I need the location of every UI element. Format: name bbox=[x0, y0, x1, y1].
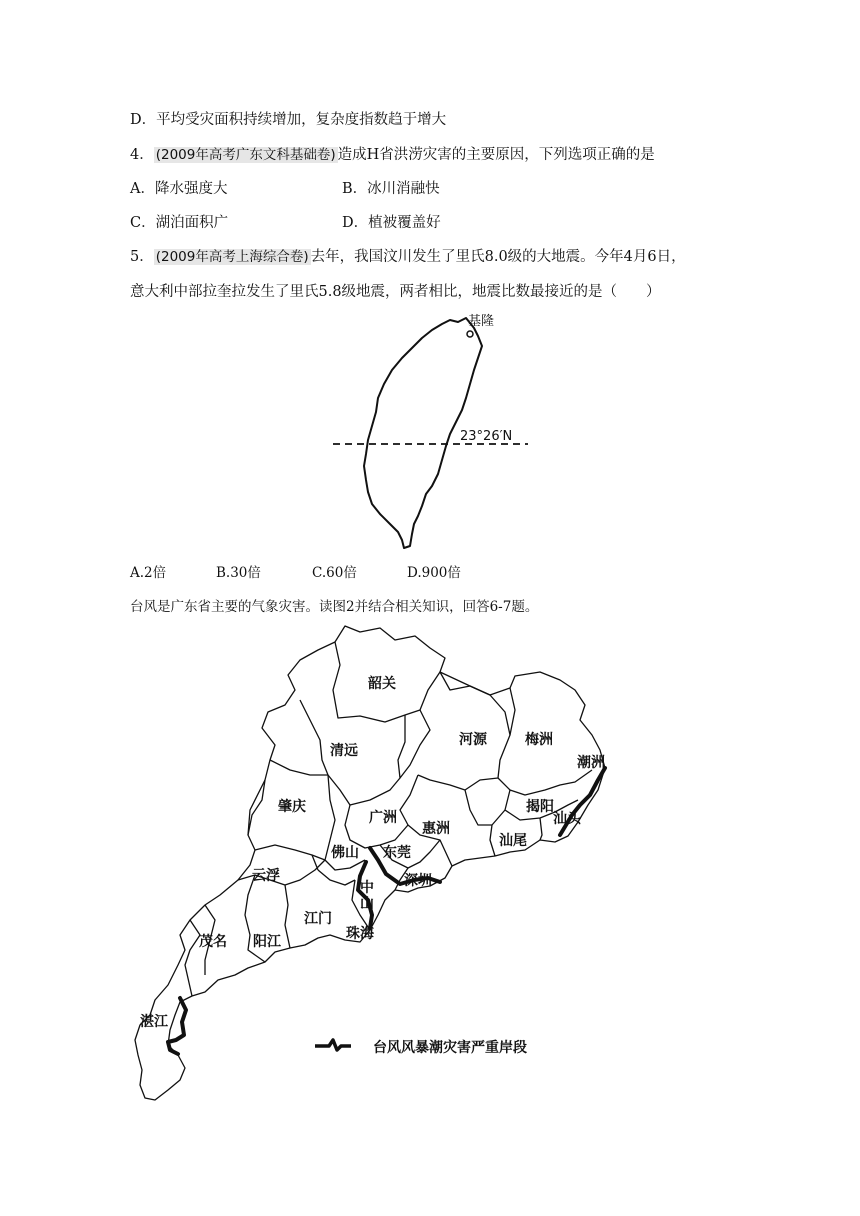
province-outline bbox=[135, 626, 605, 1100]
legend-label: 台风风暴潮灾害严重岸段 bbox=[373, 1040, 527, 1056]
q4-option-b: B．冰川消融快 bbox=[342, 181, 440, 197]
q4-option-c: C．湖泊面积广 bbox=[130, 215, 229, 231]
boundary-heyuan bbox=[400, 672, 510, 790]
question-source: (2009年高考广东文科基础卷) bbox=[155, 147, 336, 163]
label-shantou: 汕头 bbox=[553, 811, 581, 827]
label-guangzhou: 广洲 bbox=[369, 810, 397, 826]
q4-option-d: D．植被覆盖好 bbox=[342, 215, 441, 231]
label-huizhou: 惠洲 bbox=[422, 821, 450, 837]
label-zhongshan-2: 山 bbox=[360, 896, 374, 912]
question-number: 4． bbox=[130, 147, 154, 163]
label-zhaoqing: 肇庆 bbox=[278, 799, 306, 815]
label-meizhou: 梅洲 bbox=[525, 732, 553, 748]
label-maoming: 茂名 bbox=[199, 934, 227, 950]
boundary-maoming bbox=[185, 920, 200, 996]
label-dongguan: 东莞 bbox=[383, 845, 411, 861]
question-source: (2009年高考上海综合卷) bbox=[155, 249, 309, 265]
label-shanwei: 汕尾 bbox=[499, 833, 527, 849]
q5-option-a: A.2倍 bbox=[130, 565, 167, 581]
label-chaozhou: 潮洲 bbox=[577, 755, 605, 771]
label-qingyuan: 清远 bbox=[330, 743, 358, 759]
label-foshan: 佛山 bbox=[331, 845, 359, 861]
label-jieyang: 揭阳 bbox=[526, 799, 554, 815]
intro-6-7: 台风是广东省主要的气象灾害。读图2并结合相关知识，回答6-7题。 bbox=[130, 599, 539, 615]
latitude-label: 23°26′N bbox=[460, 429, 513, 444]
q5-option-d: D.900倍 bbox=[407, 565, 461, 581]
q5-option-c: C.60倍 bbox=[312, 565, 357, 581]
keelung-label: 基隆 bbox=[468, 314, 495, 329]
question-number: 5． bbox=[130, 249, 154, 265]
label-yangjiang: 阳江 bbox=[253, 934, 281, 950]
label-jiangmen: 江门 bbox=[304, 911, 332, 927]
label-heyuan: 河源 bbox=[459, 732, 487, 748]
q4-option-a: A．降水强度大 bbox=[130, 181, 228, 197]
label-zhanjiang: 湛江 bbox=[140, 1014, 168, 1030]
label-zhuhai: 珠海 bbox=[346, 926, 374, 942]
legend-symbol bbox=[313, 1036, 353, 1056]
label-shenzhen: 深圳 bbox=[404, 873, 432, 889]
question-stem: 造成H省洪涝灾害的主要原因，下列选项正确的是 bbox=[337, 147, 655, 163]
question-stem: 去年，我国汶川发生了里氏8.0级的大地震。今年4月6日， bbox=[310, 249, 686, 265]
label-shaoguan: 韶关 bbox=[368, 676, 396, 692]
q5-option-b: B.30倍 bbox=[216, 565, 261, 581]
label-zhongshan-1: 中 bbox=[360, 880, 374, 896]
label-yunfu: 云浮 bbox=[252, 868, 280, 884]
question-5-line2: 意大利中部拉奎拉发生了里氏5.8级地震，两者相比，地震比数最接近的是（ ） bbox=[130, 284, 661, 300]
boundary-yangjiang bbox=[205, 875, 265, 975]
option-d-prev-question: D．平均受灾面积持续增加，复杂度指数趋于增大 bbox=[130, 112, 447, 128]
